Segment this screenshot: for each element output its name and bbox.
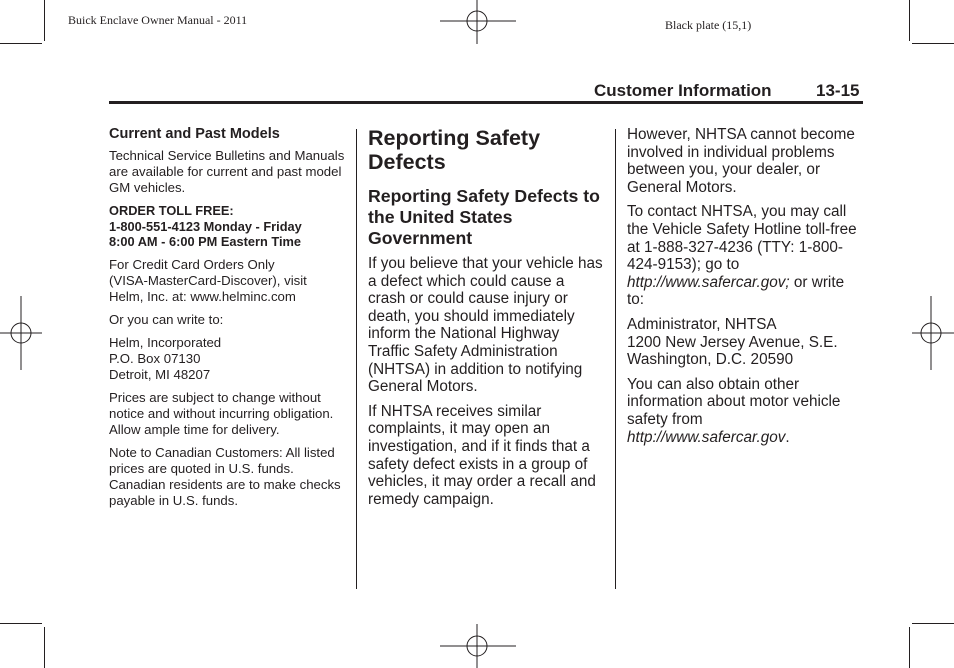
column-divider (615, 129, 616, 589)
plate-left: Buick Enclave Owner Manual - 2011 (68, 13, 248, 27)
crop-mark (44, 627, 45, 668)
paragraph: However, NHTSA cannot become involved in individual problems between you, your dealer, or General Motors. (627, 126, 855, 196)
column-left (109, 126, 349, 516)
registration-mark-right (912, 296, 954, 370)
paragraph: If NHTSA receives similar complaints, it may open an investigation, and if it finds that a safety defect exists in a group of vehicles, it may order a recall and remedy campaign. (368, 402, 596, 508)
registration-mark-top (440, 0, 516, 44)
paragraph-text: . (785, 428, 790, 446)
address-line: P.O. Box 07130 (109, 350, 201, 366)
column-divider (356, 129, 357, 589)
order-info (109, 203, 349, 250)
paragraph (627, 376, 862, 446)
crop-mark (909, 0, 910, 41)
credit-line: Helm, Inc. at: www.helminc.com (109, 288, 296, 304)
paragraph: If you believe that your vehicle has a defect which could cause a crash or could cause injury or death, you should immediately inform the National Highway Traffic Safety Administration (NHTSA) in addition to notifying General Motors. (368, 255, 603, 396)
address-line: Administrator, NHTSA (627, 315, 777, 333)
credit-card-info (109, 257, 349, 305)
crop-mark (0, 43, 42, 44)
order-line: 8:00 AM - 6:00 PM Eastern Time (109, 234, 302, 249)
paragraph-text: or write to: (627, 273, 845, 309)
address-block (627, 316, 862, 369)
subheading: Current and Past Models (109, 126, 280, 142)
crop-mark (912, 623, 954, 624)
column-middle (368, 126, 603, 515)
registration-mark-bottom (440, 624, 516, 668)
paragraph: Or you can write to: (109, 311, 224, 327)
credit-line: (VISA-MasterCard-Discover), visit (109, 272, 307, 288)
crop-mark (0, 623, 42, 624)
paragraph (627, 203, 862, 309)
address-line: Detroit, MI 48207 (109, 366, 211, 382)
crop-mark (909, 627, 910, 668)
credit-line: For Credit Card Orders Only (109, 256, 275, 272)
paragraph-text: To contact NHTSA, you may call the Vehicle Safety Hotline toll-free at 1-888-327-4236 (TTY: 1-800-424-9153); go to (627, 203, 857, 274)
section-heading: Reporting Safety Defects (368, 126, 541, 174)
paragraph: Technical Service Bulletins and Manuals are available for current and past model GM vehicles. (109, 148, 345, 195)
address-line: Helm, Incorporated (109, 334, 222, 350)
section-title: Customer Information (594, 81, 772, 100)
safercar-link[interactable]: http://www.safercar.gov (627, 428, 786, 446)
address-line: 1200 New Jersey Avenue, S.E. (627, 333, 838, 351)
address-line: Washington, D.C. 20590 (627, 351, 794, 369)
crop-mark (912, 43, 954, 44)
paragraph: Prices are subject to change without notice and without incurring obligation. Allow ample time for delivery. (109, 389, 334, 437)
crop-mark (44, 0, 45, 41)
registration-mark-left (0, 296, 42, 370)
plate-right: Black plate (15,1) (665, 18, 752, 32)
order-line: ORDER TOLL FREE: (109, 203, 234, 218)
page-number: 13-15 (816, 81, 860, 100)
address-block (109, 335, 349, 383)
paragraph-text: You can also obtain other information about motor vehicle safety from (627, 375, 841, 428)
paragraph: Note to Canadian Customers: All listed prices are quoted in U.S. funds. Canadian residents are to make checks payable in U.S. funds. (109, 444, 341, 508)
subsection-heading: Reporting Safety Defects to the United States Government (368, 186, 600, 248)
column-right (627, 126, 862, 453)
header-rule (109, 101, 863, 104)
order-line: 1-800-551-4123 Monday - Friday (109, 218, 302, 234)
safercar-link[interactable]: http://www.safercar.gov; (627, 273, 790, 291)
